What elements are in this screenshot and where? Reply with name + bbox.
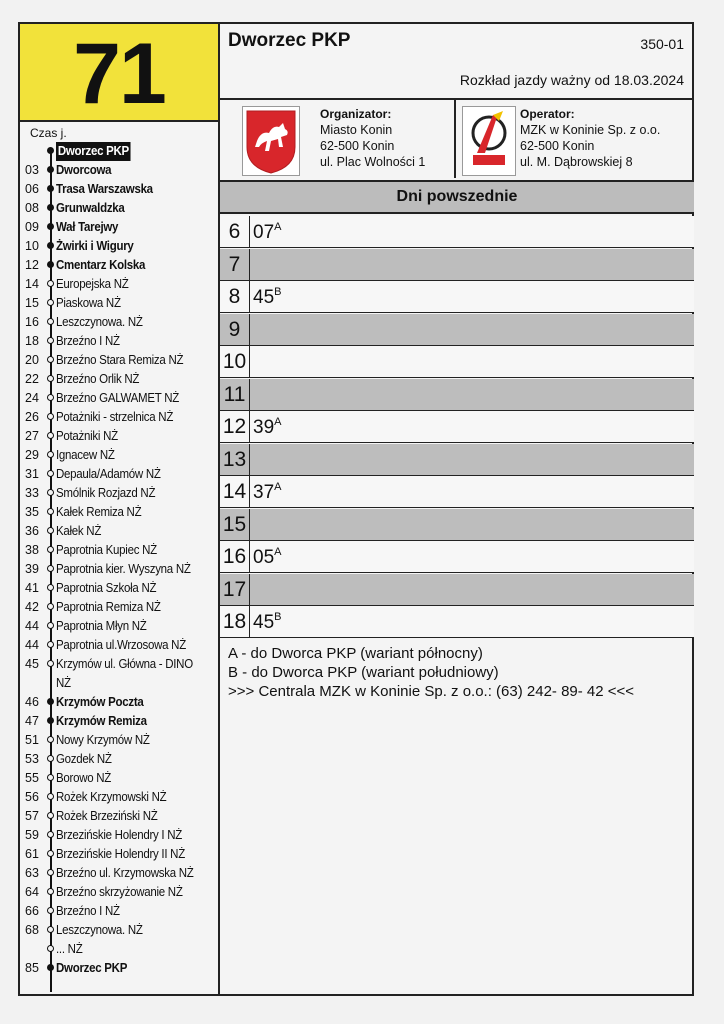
stop-time: 42 [25,600,39,614]
route-number-box [20,24,218,122]
organizer-label: Organizator: [320,107,392,121]
stop-name: Leszczynowa. NŻ [56,923,143,937]
stop-time: 22 [25,372,39,386]
stop-name: Brzezińskie Holendry I NŻ [56,828,183,842]
stop-row [20,560,218,579]
minutes-cell [253,612,281,634]
stop-time: 33 [25,486,39,500]
on-request-stop-marker [47,337,54,344]
hour-cell: 7 [220,249,250,280]
stop-marker [47,261,54,268]
stop-row [20,883,218,902]
mzk-logo-icon [462,106,516,176]
stop-time: 12 [25,258,39,272]
departure-minute: 39 [253,417,275,438]
stop-marker [47,223,54,230]
hour-cell: 13 [220,444,250,475]
stop-name: Paprotnia kier. Wyszyna NŻ [56,562,191,576]
stop-time: 44 [25,619,39,633]
legend-notes [228,644,634,701]
stop-name: Paprotnia Szkoła NŻ [56,581,157,595]
stop-time: 29 [25,448,39,462]
hour-row [220,444,694,476]
hour-cell: 10 [220,346,250,377]
route-number: 71 [73,26,165,122]
stop-name: Brzeźno I NŻ [56,334,120,348]
organizer-line: 62-500 Konin [320,139,395,153]
stop-name: Kałek Remiza NŻ [56,505,142,519]
stop-name: Potażniki - strzelnica NŻ [56,410,174,424]
stop-time: 57 [25,809,39,823]
on-request-stop-marker [47,565,54,572]
stop-name: Brzezińskie Holendry II NŻ [56,847,185,861]
departure-minute: 07 [253,222,275,243]
variant-marker: A [274,221,282,233]
operator-box [456,100,694,178]
stop-time: 55 [25,771,39,785]
on-request-stop-marker [47,850,54,857]
minutes-cell [253,482,281,504]
hour-row [220,249,694,281]
stop-time: 44 [25,638,39,652]
departure-minute: 45 [253,287,275,308]
stop-name: Smólnik Rozjazd NŻ [56,486,156,500]
stop-name: Piaskowa NŻ [56,296,121,310]
stop-marker [47,698,54,705]
valid-from: Rozkład jazdy ważny od 18.03.2024 [459,72,684,88]
stop-marker [47,147,54,154]
stop-row [20,370,218,389]
stop-row [20,864,218,883]
stop-row [20,427,218,446]
stop-name: Ignacew NŻ [56,448,115,462]
stop-marker [47,204,54,211]
stop-name: Krzymów ul. Główna - DINO [56,657,193,671]
departure-minute: 45 [253,612,275,633]
on-request-stop-marker [47,546,54,553]
hour-row [220,346,694,378]
stop-row [20,408,218,427]
stop-time: 45 [25,657,39,671]
stop-row [20,522,218,541]
stop-time: 08 [25,201,39,215]
minutes-cell [253,417,281,439]
hour-row [220,606,694,638]
stop-marker [47,964,54,971]
stop-name: Brzeźno skrzyżowanie NŻ [56,885,183,899]
route-column [20,24,220,994]
stop-row [20,389,218,408]
stop-row [20,351,218,370]
stop-time: 15 [25,296,39,310]
stop-row [20,294,218,313]
minutes-cell [253,222,281,244]
stop-row [20,769,218,788]
stop-row [20,465,218,484]
minutes-cell [253,547,281,569]
stop-time: 59 [25,828,39,842]
variant-marker: B [274,286,282,298]
stop-marker [47,185,54,192]
hour-row [220,574,694,606]
on-request-stop-marker [47,451,54,458]
on-request-stop-marker [47,641,54,648]
organizer-line: ul. Plac Wolności 1 [320,155,426,169]
stop-row [20,826,218,845]
stop-name: Dworcowa [56,163,112,177]
stop-time: 27 [25,429,39,443]
stop-time: 41 [25,581,39,595]
stop-row [20,598,218,617]
stop-name: Potażniki NŻ [56,429,118,443]
stop-name: Depaula/Adamów NŻ [56,467,161,481]
stop-row [20,275,218,294]
on-request-stop-marker [47,812,54,819]
on-request-stop-marker [47,945,54,952]
stop-row [20,237,218,256]
stop-time: 68 [25,923,39,937]
stop-row [20,731,218,750]
note-line: B - do Dworca PKP (wariant południowy) [228,664,499,681]
on-request-stop-marker [47,831,54,838]
stop-name: Gozdek NŻ [56,752,112,766]
stop-row [20,845,218,864]
stop-row [20,940,218,959]
day-type-header: Dni powszednie [220,180,694,214]
hour-row [220,541,694,573]
hour-row [220,314,694,346]
hour-cell: 18 [220,606,250,637]
stop-time: 26 [25,410,39,424]
stop-time: 03 [25,163,39,177]
organizer-info [320,106,425,170]
stop-row [20,218,218,237]
stop-row [20,655,218,674]
operator-line: ul. M. Dąbrowskiej 8 [520,155,633,169]
on-request-stop-marker [47,888,54,895]
variant-marker: A [274,416,282,428]
stop-time: 56 [25,790,39,804]
on-request-stop-marker [47,527,54,534]
stop-time: 63 [25,866,39,880]
stop-row [20,750,218,769]
stop-name: Brzeźno Stara Remiza NŻ [56,353,184,367]
stop-time: 09 [25,220,39,234]
hour-cell: 15 [220,509,250,540]
on-request-stop-marker [47,356,54,363]
on-request-stop-marker [47,489,54,496]
stop-row [20,807,218,826]
operator-info [520,106,660,170]
variant-marker: B [274,611,282,623]
on-request-stop-marker [47,926,54,933]
stop-row [20,484,218,503]
stop-time: 16 [25,315,39,329]
stop-row [20,579,218,598]
operator-label: Operator: [520,107,575,121]
hour-cell: 14 [220,476,250,507]
stop-time: 31 [25,467,39,481]
stop-name: Paprotnia Młyn NŻ [56,619,147,633]
stop-row [20,693,218,712]
on-request-stop-marker [47,755,54,762]
stop-name: Borowo NŻ [56,771,112,785]
stop-name: Europejska NŻ [56,277,129,291]
on-request-stop-marker [47,622,54,629]
stop-row [20,503,218,522]
stop-name: Nowy Krzymów NŻ [56,733,150,747]
variant-marker: A [274,481,282,493]
stop-time: 51 [25,733,39,747]
hour-row [220,379,694,411]
stop-name: NŻ [56,676,71,690]
stop-row [20,788,218,807]
stop-time: 46 [25,695,39,709]
stop-name: Trasa Warszawska [56,182,153,196]
stop-name: Rożek Brzeziński NŻ [56,809,158,823]
on-request-stop-marker [47,584,54,591]
on-request-stop-marker [47,318,54,325]
stop-time: 24 [25,391,39,405]
on-request-stop-marker [47,869,54,876]
stop-name: Leszczynowa. NŻ [56,315,143,329]
stop-time: 06 [25,182,39,196]
stop-name: Wał Tarejwy [56,220,119,234]
hour-cell: 6 [220,216,250,247]
stop-time: 10 [25,239,39,253]
stop-name: Grunwaldzka [56,201,125,215]
on-request-stop-marker [47,432,54,439]
hour-cell: 12 [220,411,250,442]
timetable-sheet [18,22,694,996]
on-request-stop-marker [47,394,54,401]
stop-row [20,142,218,161]
stop-name: Cmentarz Kolska [56,258,146,272]
hour-row [220,411,694,443]
stop-name: Rożek Krzymowski NŻ [56,790,167,804]
stop-row [20,446,218,465]
stop-row [20,921,218,940]
stop-row [20,674,218,693]
stop-time: 85 [25,961,39,975]
stop-name: Brzeźno I NŻ [56,904,120,918]
note-line: A - do Dworca PKP (wariant północny) [228,645,483,662]
stop-name: Brzeźno GALWAMET NŻ [56,391,179,405]
stop-name: Paprotnia Kupiec NŻ [56,543,157,557]
travel-time-label: Czas j. [30,126,67,140]
variant-marker: A [274,546,282,558]
stop-name: Brzeźno ul. Krzymowska NŻ [56,866,194,880]
organizer-box [220,100,456,178]
stop-row [20,617,218,636]
operator-line: 62-500 Konin [520,139,595,153]
hour-row [220,509,694,541]
on-request-stop-marker [47,907,54,914]
stop-name: ... NŻ [56,942,83,956]
stop-name: Żwirki i Wigury [56,239,134,253]
stop-marker [47,242,54,249]
hour-cell: 16 [220,541,250,572]
stop-row [20,180,218,199]
on-request-stop-marker [47,660,54,667]
stop-row [20,161,218,180]
stop-name: Dworzec PKP [56,142,131,161]
departure-minute: 05 [253,547,275,568]
stop-time: 38 [25,543,39,557]
stop-row [20,902,218,921]
stop-row [20,256,218,275]
stop-name: Kałek NŻ [56,524,102,538]
on-request-stop-marker [47,508,54,515]
stop-time: 18 [25,334,39,348]
stop-time: 35 [25,505,39,519]
on-request-stop-marker [47,603,54,610]
on-request-stop-marker [47,375,54,382]
stop-time: 64 [25,885,39,899]
stop-row [20,332,218,351]
stop-time: 61 [25,847,39,861]
stop-name: Paprotnia Remiza NŻ [56,600,161,614]
stop-row [20,959,218,978]
departure-minute: 37 [253,482,275,503]
stop-time: 20 [25,353,39,367]
hour-cell: 9 [220,314,250,345]
stop-time: 39 [25,562,39,576]
operator-line: MZK w Koninie Sp. z o.o. [520,123,661,137]
on-request-stop-marker [47,774,54,781]
timetable-code: 350-01 [640,36,684,52]
stop-time: 14 [25,277,39,291]
note-line: >>> Centrala MZK w Koninie Sp. z o.o.: (63) 242- 89- 42 <<< [228,683,635,700]
stop-row [20,541,218,560]
stop-marker [47,166,54,173]
hour-row [220,281,694,313]
on-request-stop-marker [47,793,54,800]
hour-row [220,216,694,248]
stop-name: Paprotnia ul.Wrzosowa NŻ [56,638,186,652]
stop-title: Dworzec PKP [228,30,351,51]
hour-cell: 17 [220,574,250,605]
stop-time: 47 [25,714,39,728]
stop-row [20,636,218,655]
hour-row [220,476,694,508]
stop-name: Dworzec PKP [56,961,128,975]
stop-time: 53 [25,752,39,766]
organizer-line: Miasto Konin [320,123,393,137]
stop-row [20,199,218,218]
minutes-cell [253,287,281,309]
on-request-stop-marker [47,470,54,477]
hour-cell: 11 [220,379,250,410]
stop-time: 36 [25,524,39,538]
stop-row [20,712,218,731]
stop-time: 66 [25,904,39,918]
stop-marker [47,717,54,724]
stop-name: Krzymów Poczta [56,695,144,709]
konin-coat-of-arms-icon [242,106,300,176]
on-request-stop-marker [47,280,54,287]
stop-name: Brzeźno Orlik NŻ [56,372,140,386]
on-request-stop-marker [47,736,54,743]
on-request-stop-marker [47,413,54,420]
hour-cell: 8 [220,281,250,312]
stop-name: Krzymów Remiza [56,714,147,728]
on-request-stop-marker [47,299,54,306]
stop-row [20,313,218,332]
